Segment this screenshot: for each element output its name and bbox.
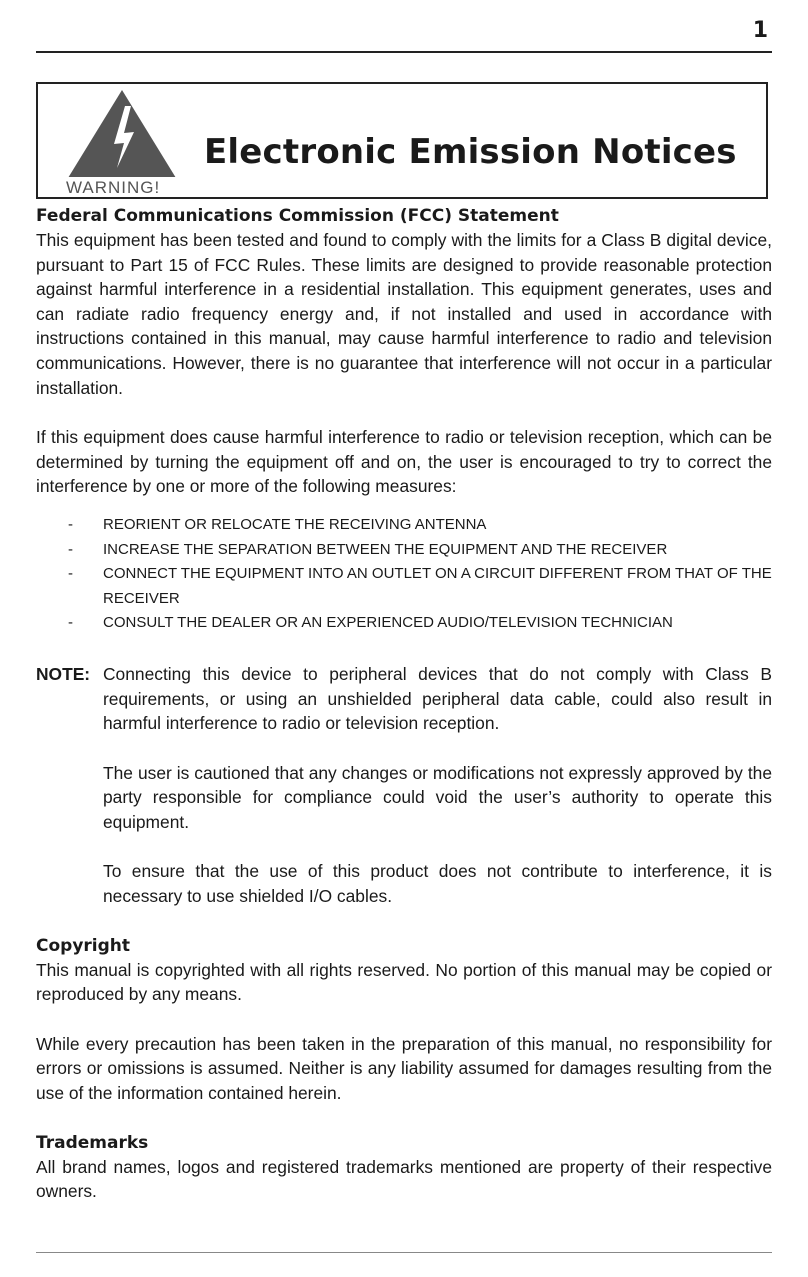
warning-label: WARNING! <box>66 178 161 196</box>
copyright-heading: Copyright <box>36 935 131 956</box>
fcc-paragraph-2: If this equipment does cause harmful interference to radio or television reception, which can be determined by turning the equipment off and on, the user is encouraged to try to correct the interference by one or more of the following measures: <box>36 427 772 497</box>
note-paragraph-2: The user is cautioned that any changes or modifications not expressly approved by the party responsible for compliance could void the user’s authority to operate this equipment. <box>103 762 772 832</box>
fcc-paragraph-1: This equipment has been tested and found to comply with the limits for a Class B digital device, pursuant to Part 15 of FCC Rules. These limits are designed to provide reasonable protection against harmful interference in a residential installation. This equipment generates, uses and can radiate radio frequency energy and, if not installed and used in accordance with instructions contained in this manual, may cause harmful interference to radio and television communications. However, there is no guarantee that interference will not occur in a particular installation. <box>36 230 772 398</box>
page-title: Electronic Emission Notices <box>204 132 737 172</box>
list-item: - INCREASE THE SEPARATION BETWEEN THE EQUIPMENT AND THE RECEIVER <box>68 540 668 558</box>
measures-list <box>36 513 772 636</box>
list-item: - CONSULT THE DEALER OR AN EXPERIENCED AUDIO/TELEVISION TECHNICIAN <box>68 614 673 632</box>
copyright-paragraph-1: This manual is copyrighted with all rights reserved. No portion of this manual may be copied or reproduced by any means. <box>36 959 772 1005</box>
bottom-rule <box>36 1252 772 1253</box>
note-label: NOTE: <box>36 663 91 684</box>
fcc-heading: Federal Communications Commission (FCC) Statement <box>36 206 559 226</box>
list-item: - REORIENT OR RELOCATE THE RECEIVING ANTENNA <box>68 515 487 533</box>
copyright-paragraph-2: While every precaution has been taken in the preparation of this manual, no responsibility for errors or omissions is assumed. Neither is any liability assumed for damages resulting from the use of the information contained herein. <box>36 1033 772 1104</box>
note-paragraph-1: Connecting this device to peripheral devices that do not comply with Class B requirements, or using an unshielded peripheral data cable, could also result in harmful interference to radio or television reception. <box>103 663 772 734</box>
warning-triangle-lightning-icon <box>64 88 180 196</box>
trademarks-heading: Trademarks <box>36 1132 149 1153</box>
title-box <box>36 82 768 199</box>
note-paragraph-3: To ensure that the use of this product does not contribute to interference, it is necessary to use shielded I/O cables. <box>103 861 772 907</box>
top-rule <box>36 51 772 53</box>
list-item: - CONNECT THE EQUIPMENT INTO AN OUTLET ON A CIRCUIT DIFFERENT FROM THAT OF THE RECEIVER <box>68 565 772 607</box>
page-number: 1 <box>752 18 768 43</box>
note-block <box>36 662 772 909</box>
trademarks-paragraph-1: All brand names, logos and registered trademarks mentioned are property of their respective owners. <box>36 1156 772 1202</box>
content <box>36 204 772 1204</box>
